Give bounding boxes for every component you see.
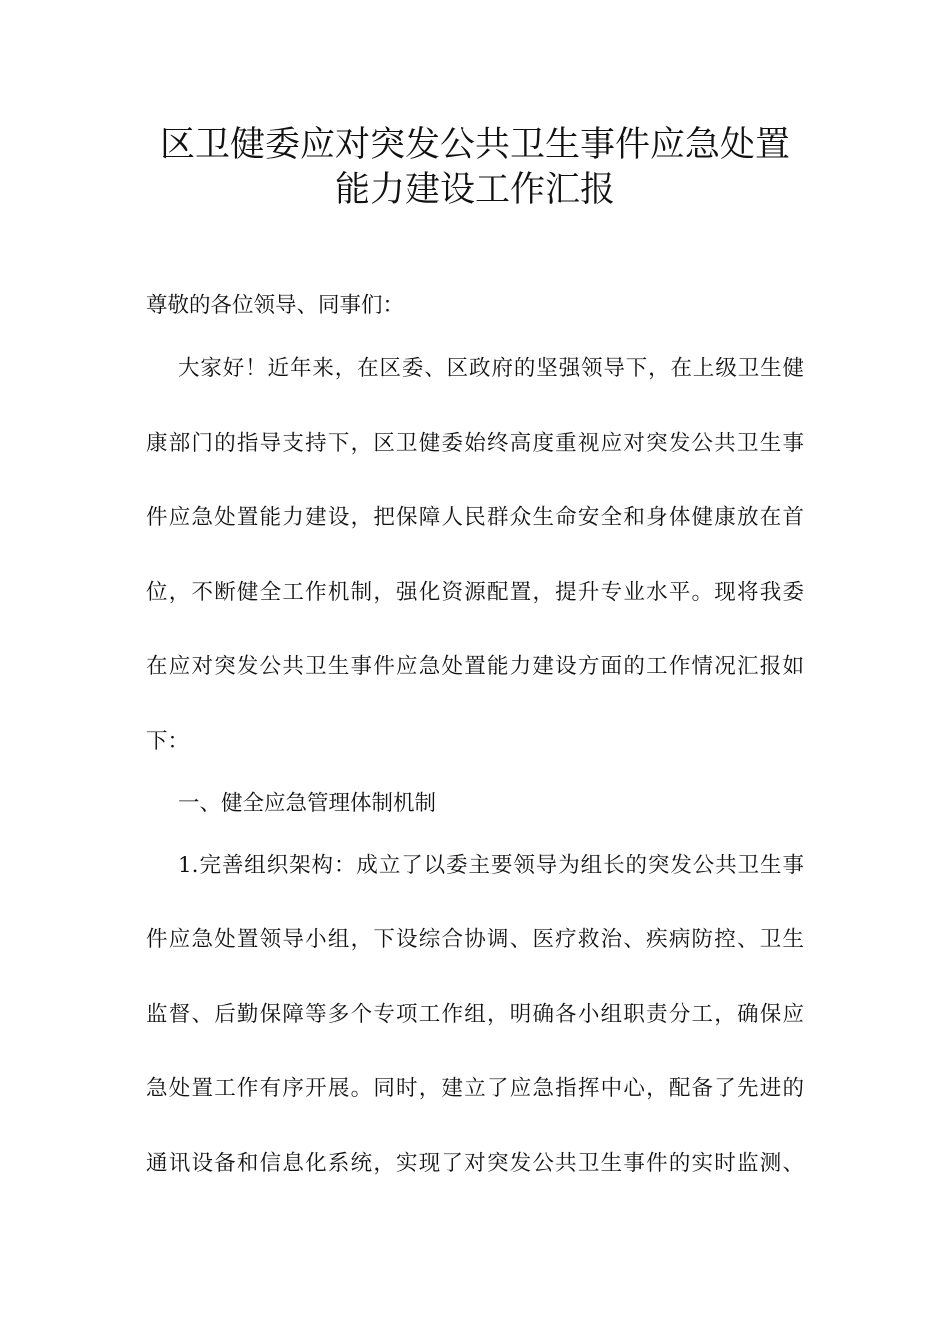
document-body: [146, 286, 804, 1218]
intro-line: 位，不断健全工作机制，强化资源配置，提升专业水平。现将我委: [146, 579, 804, 605]
intro-line: 大家好！近年来，在区委、区政府的坚强领导下，在上级卫生健: [178, 356, 804, 381]
document-title-line-1: 区卫健委应对突发公共卫生事件应急处置: [159, 125, 790, 165]
intro-line: 在应对突发公共卫生事件应急处置能力建设方面的工作情况汇报如: [146, 654, 804, 679]
intro-line: 件应急处置能力建设，把保障人民群众生命安全和身体健康放在首: [146, 505, 804, 530]
intro-line: 康部门的指导支持下，区卫健委始终高度重视应对突发公共卫生事: [146, 430, 804, 456]
section-heading: 一、健全应急管理体制机制: [178, 790, 437, 816]
item-line: 件应急处置领导小组，下设综合协调、医疗救治、疾病防控、卫生: [146, 927, 804, 952]
document-title-line-2: 能力建设工作汇报: [334, 170, 615, 210]
intro-line: 下：: [146, 728, 190, 754]
item-line: 监督、后勤保障等多个专项工作组，明确各小组职责分工，确保应: [146, 1001, 804, 1027]
greeting: 尊敬的各位领导、同事们：: [146, 293, 405, 318]
item-line: 急处置工作有序开展。同时，建立了应急指挥中心，配备了先进的: [146, 1076, 804, 1101]
item-line: 1.完善组织架构：成立了以委主要领导为组长的突发公共卫生事: [178, 852, 804, 878]
item-line: 通讯设备和信息化系统，实现了对突发公共卫生事件的实时监测、: [146, 1150, 804, 1176]
